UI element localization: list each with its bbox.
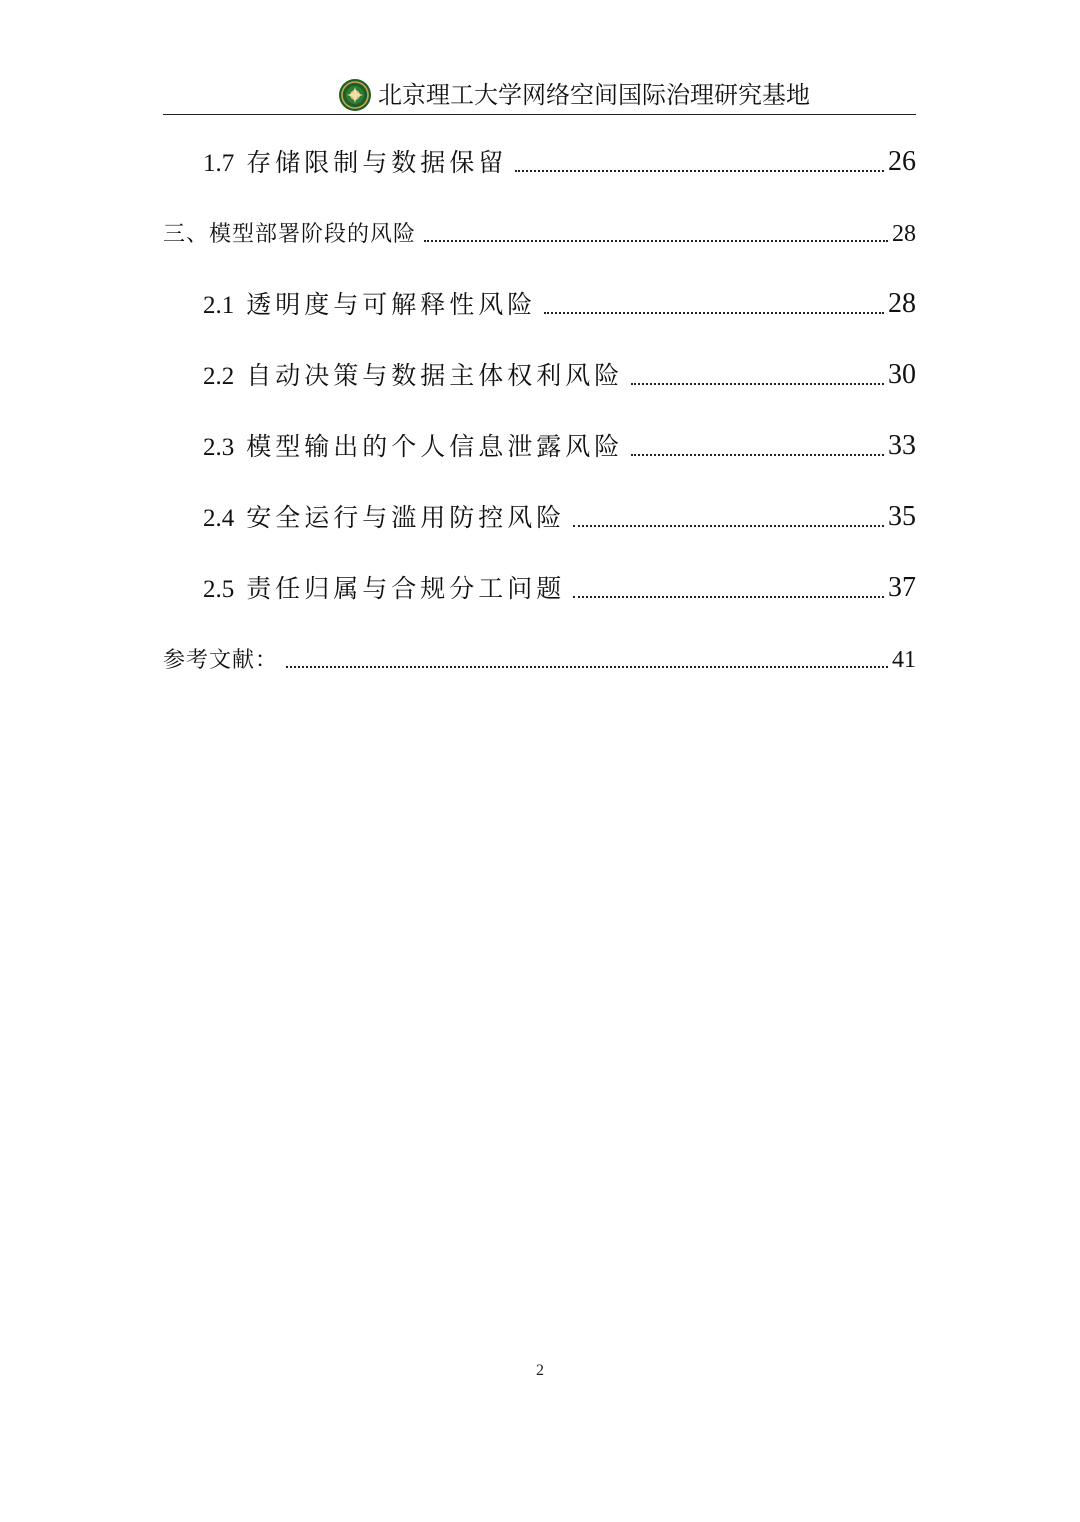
header-title: 北京理工大学网络空间国际治理研究基地 [378, 81, 810, 109]
toc-entry-2-4[interactable] [203, 497, 916, 531]
toc-entry-label: 1.7 存储限制与数据保留 [203, 148, 508, 177]
toc-entry-label: 2.2 自动决策与数据主体权利风险 [203, 361, 624, 390]
toc-entry-2-3[interactable] [203, 426, 916, 460]
toc-entry-page: 41 [892, 647, 916, 673]
toc-leader-dots [544, 312, 884, 314]
toc-entry-page: 28 [892, 221, 916, 247]
toc-entry-label: 2.3 模型输出的个人信息泄露风险 [203, 432, 624, 461]
toc-entry-page: 37 [888, 572, 916, 603]
toc-entry-label: 2.4 安全运行与滥用防控风险 [203, 503, 566, 532]
toc-leader-dots [424, 240, 888, 242]
toc-entry-section-3[interactable] [163, 214, 916, 246]
toc-entry-2-1[interactable] [203, 284, 916, 318]
toc-entry-references[interactable] [163, 640, 916, 672]
toc-entry-page: 33 [888, 430, 916, 461]
toc-leader-dots [631, 383, 884, 385]
page-number: 2 [536, 1362, 544, 1379]
toc-entry-2-5[interactable] [203, 568, 916, 602]
toc-entry-label: 2.5 责任归属与合规分工问题 [203, 574, 566, 603]
toc-entry-page: 28 [888, 288, 916, 319]
toc-entry-label: 参考文献： [163, 648, 279, 673]
toc-entry-label: 三、模型部署阶段的风险 [163, 222, 417, 247]
toc-entry-page: 26 [888, 146, 916, 177]
toc-entry-page: 30 [888, 359, 916, 390]
toc-leader-dots [631, 454, 884, 456]
toc-leader-dots [573, 525, 884, 527]
toc-leader-dots [515, 170, 884, 172]
toc-entry-2-2[interactable] [203, 355, 916, 389]
toc-leader-dots [286, 666, 888, 668]
toc-entry-page: 35 [888, 501, 916, 532]
toc-entry-1-7[interactable] [203, 142, 916, 176]
toc-leader-dots [573, 596, 884, 598]
toc-entry-label: 2.1 透明度与可解释性风险 [203, 290, 537, 319]
